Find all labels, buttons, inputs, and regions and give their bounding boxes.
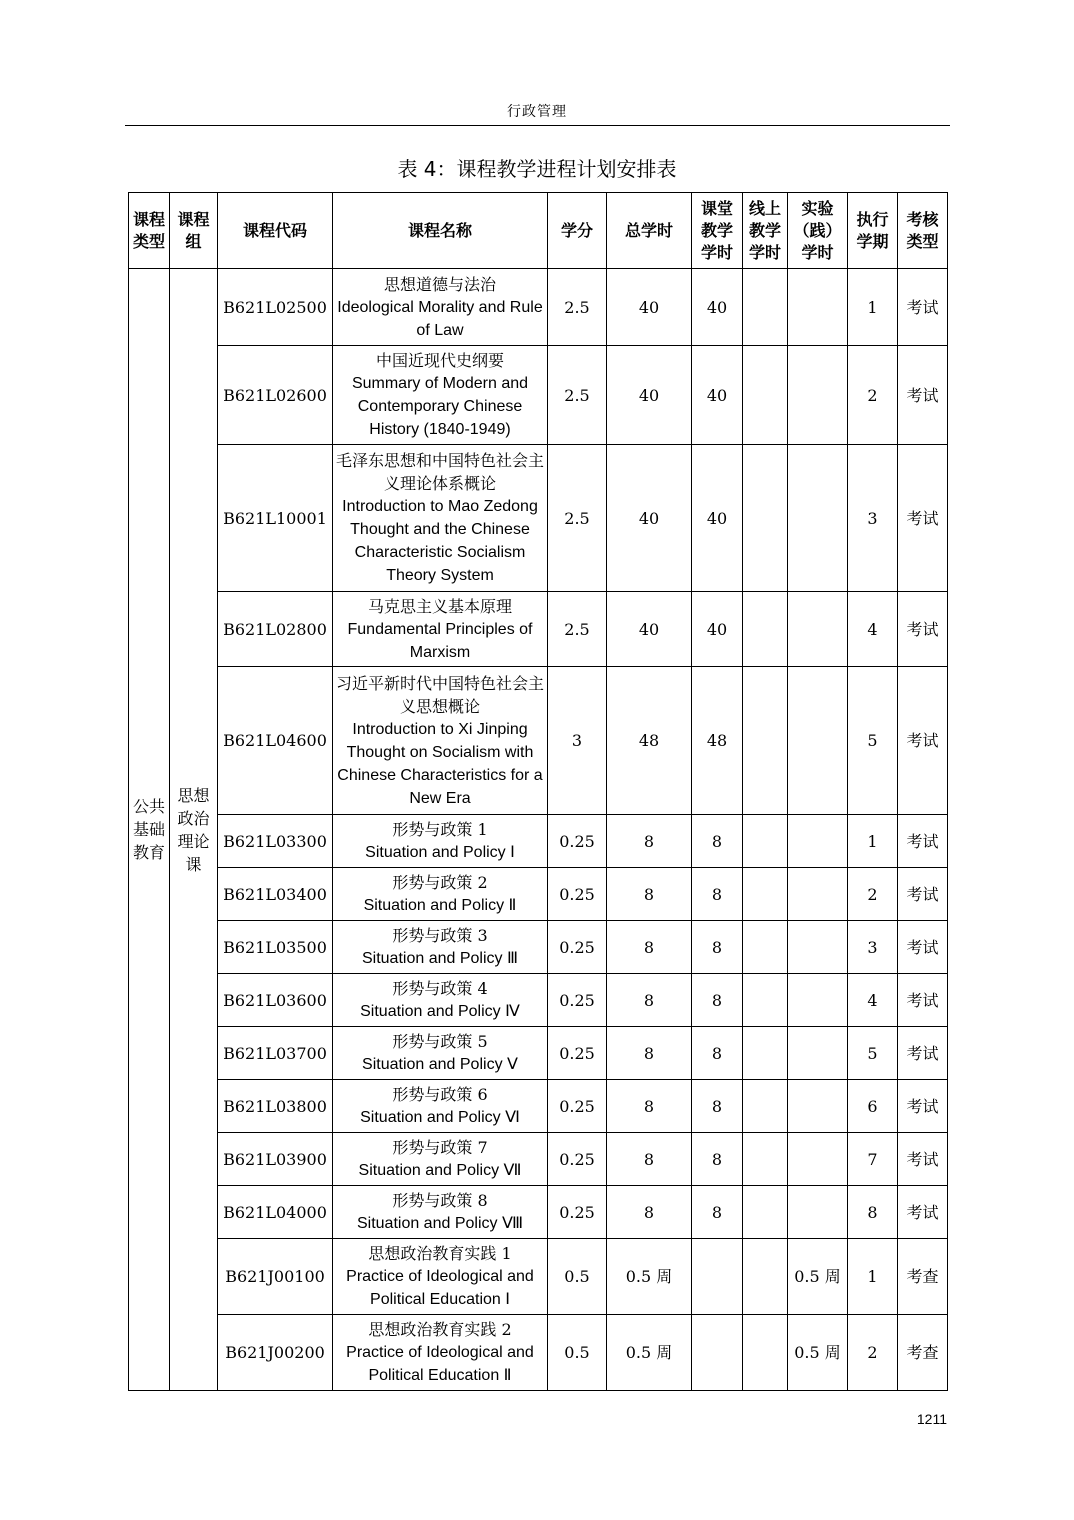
table-row (129, 868, 948, 921)
course-name-cn: 毛泽东思想和中国特色社会主义理论体系概论 (335, 451, 544, 493)
course-name-en: Situation and Policy Ⅴ (362, 1056, 518, 1073)
page-number: 1211 (916, 1411, 947, 1427)
course-name-cn: 形势与政策 4 (392, 979, 488, 998)
course-code: B621L03400 (218, 868, 333, 921)
semester: 8 (848, 1186, 898, 1239)
course-name-en: Practice of Ideological and Political Education Ⅰ (346, 1268, 534, 1308)
table-title: 表 4：课程教学进程计划安排表 (397, 157, 677, 181)
total-hours: 8 (607, 974, 692, 1027)
practice-hours (788, 921, 848, 974)
course-name (333, 445, 548, 592)
course-name-cn: 习近平新时代中国特色社会主义思想概论 (335, 673, 544, 716)
semester: 5 (848, 1027, 898, 1080)
course-code: B621L03800 (218, 1080, 333, 1133)
course-code: B621L03700 (218, 1027, 333, 1080)
assessment-type: 考试 (898, 921, 948, 974)
col-header-total-hours: 总学时 (607, 193, 692, 269)
col-header-practice-hours: 实验（践）学时 (788, 193, 848, 269)
credit: 2.5 (548, 445, 607, 592)
practice-hours (788, 667, 848, 815)
practice-hours (788, 1080, 848, 1133)
class-hours: 48 (692, 667, 743, 815)
credit: 0.25 (548, 1080, 607, 1133)
col-header-semester: 执行学期 (848, 193, 898, 269)
class-hours: 8 (692, 815, 743, 868)
practice-hours (788, 1133, 848, 1186)
online-hours (743, 974, 788, 1027)
course-name-cn: 形势与政策 3 (392, 926, 488, 945)
assessment-type: 考试 (898, 1080, 948, 1133)
course-name (333, 1080, 548, 1133)
course-name (333, 974, 548, 1027)
practice-hours (788, 1027, 848, 1080)
col-header-type: 课程类型 (129, 193, 170, 269)
assessment-type: 考试 (898, 1133, 948, 1186)
semester: 1 (848, 1239, 898, 1315)
practice-hours (788, 592, 848, 667)
course-name-cn: 马克思主义基本原理 (367, 596, 512, 616)
course-name-en: Introduction to Mao Zedong Thought and the Chinese Characteristic Socialism Theory System (342, 498, 538, 584)
course-name-cn: 思想道德与法治 (383, 274, 496, 294)
assessment-type: 考查 (898, 1239, 948, 1315)
credit: 3 (548, 667, 607, 815)
col-header-assessment: 考核类型 (898, 193, 948, 269)
online-hours (743, 1027, 788, 1080)
table-row (129, 1133, 948, 1186)
assessment-type: 考查 (898, 1315, 948, 1391)
course-name (333, 815, 548, 868)
credit: 2.5 (548, 269, 607, 346)
assessment-type: 考试 (898, 667, 948, 815)
assessment-type: 考试 (898, 815, 948, 868)
course-code: B621L03900 (218, 1133, 333, 1186)
semester: 3 (848, 445, 898, 592)
semester: 2 (848, 868, 898, 921)
course-code: B621L02500 (218, 269, 333, 346)
practice-hours (788, 1186, 848, 1239)
practice-hours (788, 346, 848, 445)
online-hours (743, 1133, 788, 1186)
course-code: B621L04600 (218, 667, 333, 815)
table-row (129, 815, 948, 868)
table-row (129, 269, 948, 346)
semester: 1 (848, 269, 898, 346)
assessment-type: 考试 (898, 445, 948, 592)
practice-hours (788, 445, 848, 592)
course-name-en: Fundamental Principles of Marxism (347, 620, 533, 661)
course-name (333, 1027, 548, 1080)
col-header-online-hours: 线上教学学时 (743, 193, 788, 269)
semester: 2 (848, 1315, 898, 1391)
table-row (129, 921, 948, 974)
course-name-cn: 形势与政策 6 (392, 1085, 488, 1104)
assessment-type: 考试 (898, 592, 948, 667)
credit: 0.25 (548, 815, 607, 868)
online-hours (743, 269, 788, 346)
semester: 5 (848, 667, 898, 815)
class-hours: 40 (692, 445, 743, 592)
course-code: B621L04000 (218, 1186, 333, 1239)
total-hours: 40 (607, 346, 692, 445)
total-hours: 8 (607, 868, 692, 921)
table-row (129, 1315, 948, 1391)
class-hours: 8 (692, 1080, 743, 1133)
class-hours: 40 (692, 592, 743, 667)
course-code: B621L03500 (218, 921, 333, 974)
table-row (129, 974, 948, 1027)
assessment-type: 考试 (898, 346, 948, 445)
col-header-group: 课程组 (170, 193, 218, 269)
course-name-en: Situation and Policy Ⅰ (365, 844, 515, 861)
semester: 1 (848, 815, 898, 868)
credit: 2.5 (548, 592, 607, 667)
semester: 7 (848, 1133, 898, 1186)
course-name-en: Situation and Policy Ⅶ (358, 1162, 522, 1179)
class-hours: 8 (692, 921, 743, 974)
credit: 0.25 (548, 1186, 607, 1239)
credit: 0.5 (548, 1239, 607, 1315)
semester: 3 (848, 921, 898, 974)
semester: 4 (848, 592, 898, 667)
online-hours (743, 1080, 788, 1133)
credit: 0.5 (548, 1315, 607, 1391)
assessment-type: 考试 (898, 1027, 948, 1080)
course-code: B621L02600 (218, 346, 333, 445)
course-name (333, 592, 548, 667)
col-header-code: 课程代码 (218, 193, 333, 269)
course-name-cn: 形势与政策 1 (392, 820, 488, 839)
table-row (129, 445, 948, 592)
class-hours (692, 1239, 743, 1315)
course-name-cn: 形势与政策 5 (392, 1032, 488, 1051)
class-hours (692, 1315, 743, 1391)
col-header-credit: 学分 (548, 193, 607, 269)
course-code: B621J00100 (218, 1239, 333, 1315)
course-code: B621L03600 (218, 974, 333, 1027)
assessment-type: 考试 (898, 1186, 948, 1239)
course-name-cn: 形势与政策 2 (392, 873, 488, 892)
total-hours: 0.5 周 (607, 1239, 692, 1315)
online-hours (743, 667, 788, 815)
course-name-en: Summary of Modern and Contemporary Chinese History (1840-1949) (351, 375, 529, 438)
semester: 2 (848, 346, 898, 445)
course-code: B621L03300 (218, 815, 333, 868)
course-name-cn: 思想政治教育实践 1 (368, 1244, 512, 1263)
course-name-en: Introduction to Xi Jinping Thought on Socialism with Chinese Characteristics for a New Era (337, 720, 543, 807)
class-hours: 8 (692, 1133, 743, 1186)
course-type-cell: 公共基础教育 (129, 269, 170, 1391)
course-plan-table (128, 192, 948, 1391)
course-name-cn: 形势与政策 8 (392, 1191, 488, 1210)
total-hours: 8 (607, 1027, 692, 1080)
total-hours: 8 (607, 1080, 692, 1133)
course-name (333, 667, 548, 815)
course-name (333, 921, 548, 974)
course-name-en: Ideological Morality and Rule of Law (337, 298, 543, 339)
col-header-name: 课程名称 (333, 193, 548, 269)
semester: 6 (848, 1080, 898, 1133)
course-name (333, 868, 548, 921)
online-hours (743, 1186, 788, 1239)
course-name (333, 269, 548, 346)
online-hours (743, 346, 788, 445)
course-name (333, 1239, 548, 1315)
class-hours: 8 (692, 868, 743, 921)
credit: 0.25 (548, 1027, 607, 1080)
practice-hours (788, 815, 848, 868)
online-hours (743, 868, 788, 921)
online-hours (743, 921, 788, 974)
table-row (129, 1239, 948, 1315)
practice-hours: 0.5 周 (788, 1315, 848, 1391)
course-name-cn: 形势与政策 7 (392, 1138, 488, 1157)
course-name-en: Situation and Policy Ⅷ (356, 1215, 524, 1232)
assessment-type: 考试 (898, 269, 948, 346)
running-header: 行政管理 (507, 104, 567, 120)
credit: 0.25 (548, 868, 607, 921)
semester: 4 (848, 974, 898, 1027)
col-header-class-hours: 课堂教学学时 (692, 193, 743, 269)
credit: 2.5 (548, 346, 607, 445)
table-row (129, 667, 948, 815)
course-name (333, 1315, 548, 1391)
course-name (333, 1186, 548, 1239)
credit: 0.25 (548, 1133, 607, 1186)
practice-hours (788, 868, 848, 921)
course-name-en: Situation and Policy Ⅳ (360, 1003, 520, 1020)
practice-hours (788, 269, 848, 346)
practice-hours (788, 974, 848, 1027)
total-hours: 40 (607, 592, 692, 667)
class-hours: 8 (692, 974, 743, 1027)
course-name-en: Situation and Policy Ⅱ (363, 897, 517, 914)
total-hours: 40 (607, 445, 692, 592)
course-name-en: Situation and Policy Ⅲ (361, 950, 518, 967)
course-group-cell: 思想政治理论课 (170, 269, 218, 1391)
course-code: B621J00200 (218, 1315, 333, 1391)
total-hours: 8 (607, 1133, 692, 1186)
course-name (333, 346, 548, 445)
table-row (129, 346, 948, 445)
total-hours: 48 (607, 667, 692, 815)
total-hours: 8 (607, 921, 692, 974)
online-hours (743, 445, 788, 592)
course-name-cn: 中国近现代史纲要 (375, 351, 504, 370)
course-name (333, 1133, 548, 1186)
table-body (129, 269, 948, 1391)
total-hours: 40 (607, 269, 692, 346)
course-name-en: Situation and Policy Ⅵ (360, 1109, 520, 1126)
course-code: B621L10001 (218, 445, 333, 592)
total-hours: 8 (607, 815, 692, 868)
table-header-row (129, 193, 948, 269)
assessment-type: 考试 (898, 868, 948, 921)
assessment-type: 考试 (898, 974, 948, 1027)
credit: 0.25 (548, 974, 607, 1027)
online-hours (743, 1315, 788, 1391)
practice-hours: 0.5 周 (788, 1239, 848, 1315)
table-row (129, 1027, 948, 1080)
class-hours: 8 (692, 1186, 743, 1239)
total-hours: 8 (607, 1186, 692, 1239)
table-row (129, 592, 948, 667)
header-rule (125, 125, 950, 126)
class-hours: 40 (692, 269, 743, 346)
class-hours: 8 (692, 1027, 743, 1080)
total-hours: 0.5 周 (607, 1315, 692, 1391)
course-name-cn: 思想政治教育实践 2 (368, 1320, 512, 1339)
course-code: B621L02800 (218, 592, 333, 667)
credit: 0.25 (548, 921, 607, 974)
table-row (129, 1080, 948, 1133)
course-name-en: Practice of Ideological and Political Education Ⅱ (346, 1344, 534, 1384)
table-row (129, 1186, 948, 1239)
class-hours: 40 (692, 346, 743, 445)
online-hours (743, 1239, 788, 1315)
online-hours (743, 592, 788, 667)
online-hours (743, 815, 788, 868)
